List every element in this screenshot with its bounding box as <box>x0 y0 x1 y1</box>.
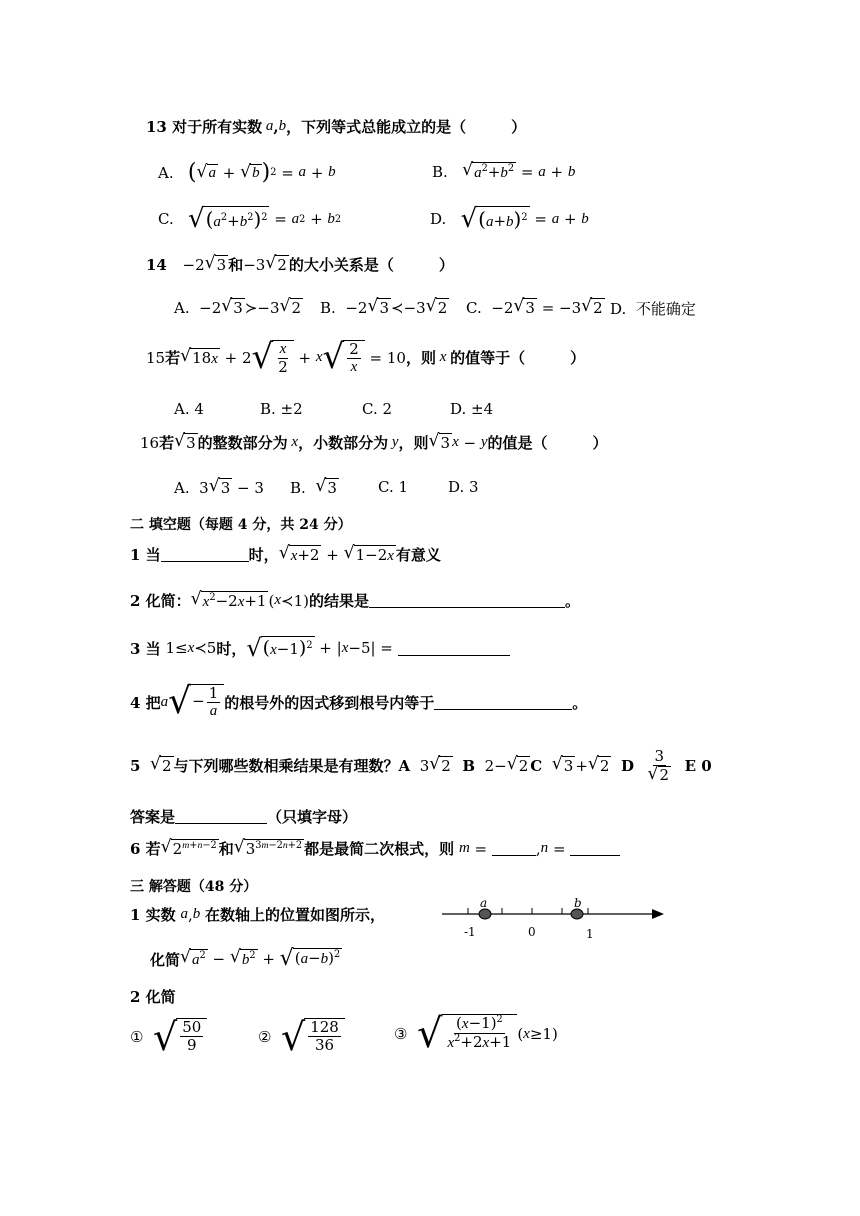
q15-stem: 15 若 √ 18x + 2 √ $\frac{x}{2}$ + x √ $\frac{2}{x}$ = 10 ，则 x 的值等于（ ） <box>146 337 586 377</box>
solve-2-item-2: ② √ $\frac{128}{36}$ <box>258 1018 345 1056</box>
axis-arrow <box>652 909 664 919</box>
q16-option-b: B. √ 3 <box>290 476 337 497</box>
label-b: b <box>574 896 582 910</box>
fill-6: 6 若 √ $2^{m+n-2}$ 和 √ $3^{3m-2n+2}$ 都是最简二次根式，则 m = , n = <box>130 838 620 859</box>
solve-1: 1 实数 a , b 在数轴上的位置如图所示， <box>130 905 386 924</box>
tick-label-1: 1 <box>586 927 594 941</box>
tick-label-0: 0 <box>528 925 536 939</box>
q13-option-d: D. √ $(a+b)^2$ = a + b <box>430 204 589 234</box>
q15-option-d: D. ±4 <box>450 400 494 418</box>
fill-2: 2 化简： √ $x^2-2x+1$ ( x ≺1) 的结果是 。 <box>130 588 581 610</box>
point-a <box>479 909 491 919</box>
q13-option-a: A. ( √ a + √ b ) 2 = a + b <box>158 160 336 185</box>
section-3-title: 三 解答题（48 分） <box>130 879 258 895</box>
point-b <box>571 909 583 919</box>
q16-option-a: A. 3 √ 3 − 3 <box>174 476 264 497</box>
q13-option-b: B. √ $a^2+b^2$ = a + b <box>432 160 576 181</box>
solve-2-item-1: ① √ $\frac{50}{9}$ <box>130 1018 207 1056</box>
q16-stem: 16 若 √ 3 的整数部分为 x ，小数部分为 y ，则 √ 3 x − y 的值是（ ） <box>140 431 608 452</box>
solve-1-expression: 化简 √ $a^2$ − √ $b^2$ + √ $(a-b)^2$ <box>150 946 341 971</box>
q14-stem: 14 −2 √ 3 和 −3 √ 2 的大小关系是（ ） <box>146 253 454 274</box>
q16-option-d: D. 3 <box>448 478 479 496</box>
section-2-title: 二 填空题（每题 4 分，共 24 分） <box>130 517 352 533</box>
q15-option-a: A. 4 <box>174 400 204 418</box>
q16-option-c: C. 1 <box>378 478 409 496</box>
fill-4: 4 把 a √ − $\frac{1}{a}$ 的根号外的因式移到根号内等于 。 <box>130 681 588 722</box>
q13-stem: 13 对于所有实数 a , b ，下列等式总能成立的是（ ） <box>146 117 527 136</box>
solve-2-title: 2 化简 <box>130 988 176 1006</box>
number-line <box>438 896 670 942</box>
solve-2-item-3: ③ √ $\frac{(x-1)^2}{x^2+2x+1}$ ( x ≥1) <box>394 1011 558 1057</box>
q15-option-c: C. 2 <box>362 400 393 418</box>
label-a: a <box>480 896 488 910</box>
fill-5: 5 √ 2 与下列哪些数相乘结果是有理数？ A 3 √ 2 B 2− √ 2 C √ 3 + √ 2 D 3 √ 2 E 0 <box>130 747 712 784</box>
q14-option-d: D. 不能确定 <box>610 299 696 318</box>
fill-3: 3 当 1≤ x ≺5 时， √ $(x-1)^2$ + | x −5| = <box>130 636 510 660</box>
q14-option-c: C. −2 √ 3 = −3 √ 2 <box>466 296 603 317</box>
tick-label-minus1: -1 <box>464 925 476 939</box>
fill-1: 1 当 时， √ x+2 + √ 1−2x 有意义 <box>130 542 441 564</box>
q14-option-b: B. −2 √ 3 ≺−3 √ 2 <box>320 296 448 317</box>
fill-5-answer: 答案是 （只填字母） <box>130 808 358 826</box>
q13-option-c: C. √ $(a^2+b^2)^2$ = a 2 + b 2 <box>158 204 342 234</box>
q15-option-b: B. ±2 <box>260 400 303 418</box>
q14-option-a: A. −2 √ 3 ≻−3 √ 2 <box>174 296 302 317</box>
